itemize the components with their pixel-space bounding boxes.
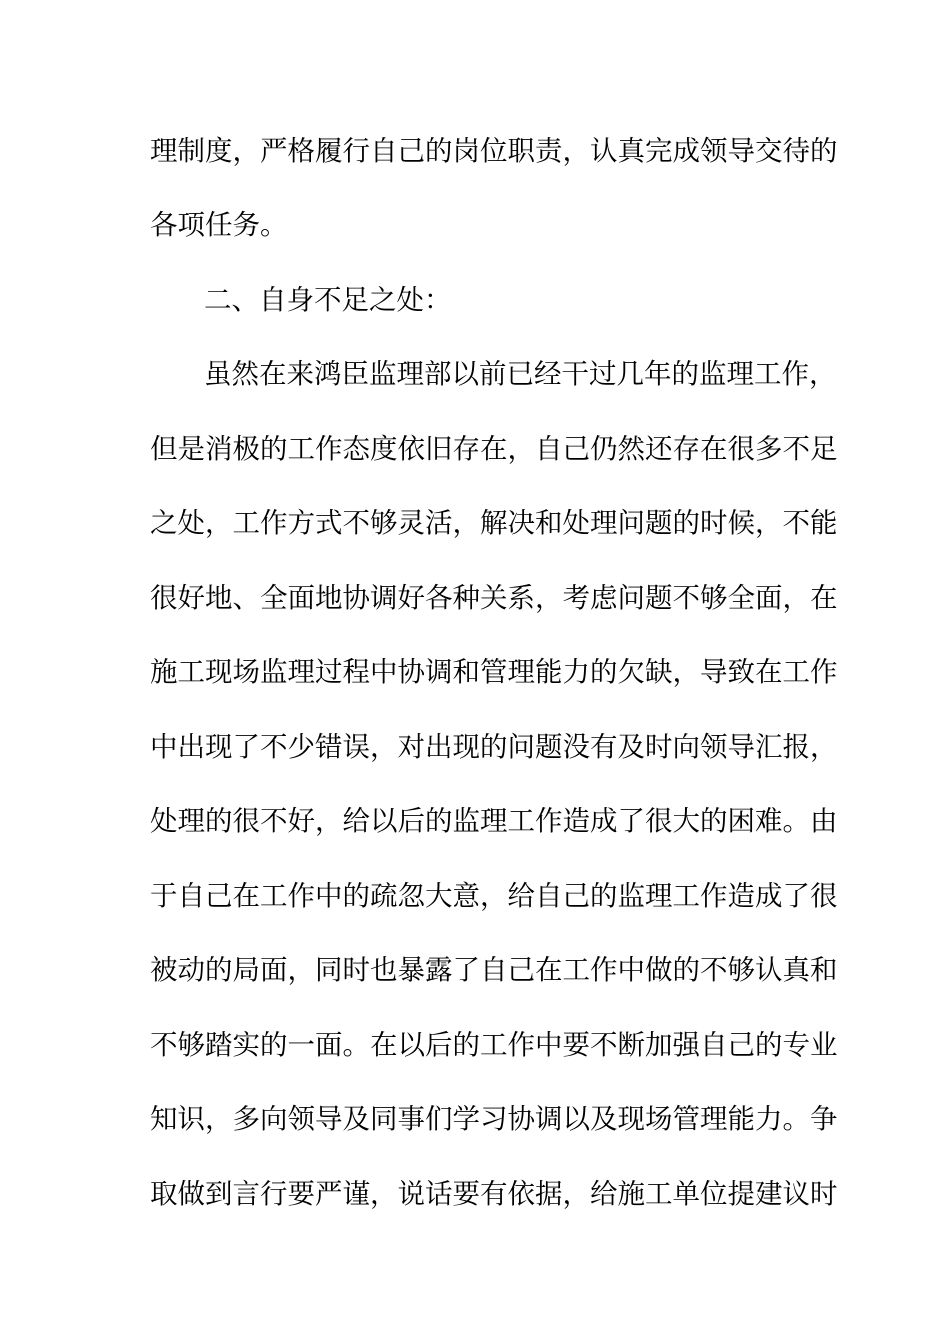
text-line: 但是消极的工作态度依旧存在，自己仍然还存在很多不足 [150,433,838,465]
text-line: 被动的局面，同时也暴露了自己在工作中做的不够认真和 [150,954,838,986]
text-line: 知识，多向领导及同事们学习协调以及现场管理能力。争 [150,1103,838,1135]
text-line: 施工现场监理过程中协调和管理能力的欠缺，导致在工作 [150,656,838,688]
text-line: 处理的很不好，给以后的监理工作造成了很大的困难。由 [150,805,838,837]
text-line: 理制度，严格履行自己的岗位职责，认真完成领导交待的 [150,135,838,167]
text-line: 中出现了不少错误，对出现的问题没有及时向领导汇报， [150,731,838,763]
section-heading: 二、自身不足之处： [204,284,452,316]
text-line: 很好地、全面地协调好各种关系，考虑问题不够全面，在 [150,582,838,614]
text-line: 不够踏实的一面。在以后的工作中要不断加强自己的专业 [150,1029,838,1061]
text-line: 各项任务。 [150,209,288,241]
text-line: 之处，工作方式不够灵活，解决和处理问题的时候，不能 [150,507,838,539]
text-line: 取做到言行要严谨，说话要有依据，给施工单位提建议时 [150,1178,838,1210]
text-line: 虽然在来鸿臣监理部以前已经干过几年的监理工作， [204,358,837,390]
text-line: 于自己在工作中的疏忽大意，给自己的监理工作造成了很 [150,880,838,912]
